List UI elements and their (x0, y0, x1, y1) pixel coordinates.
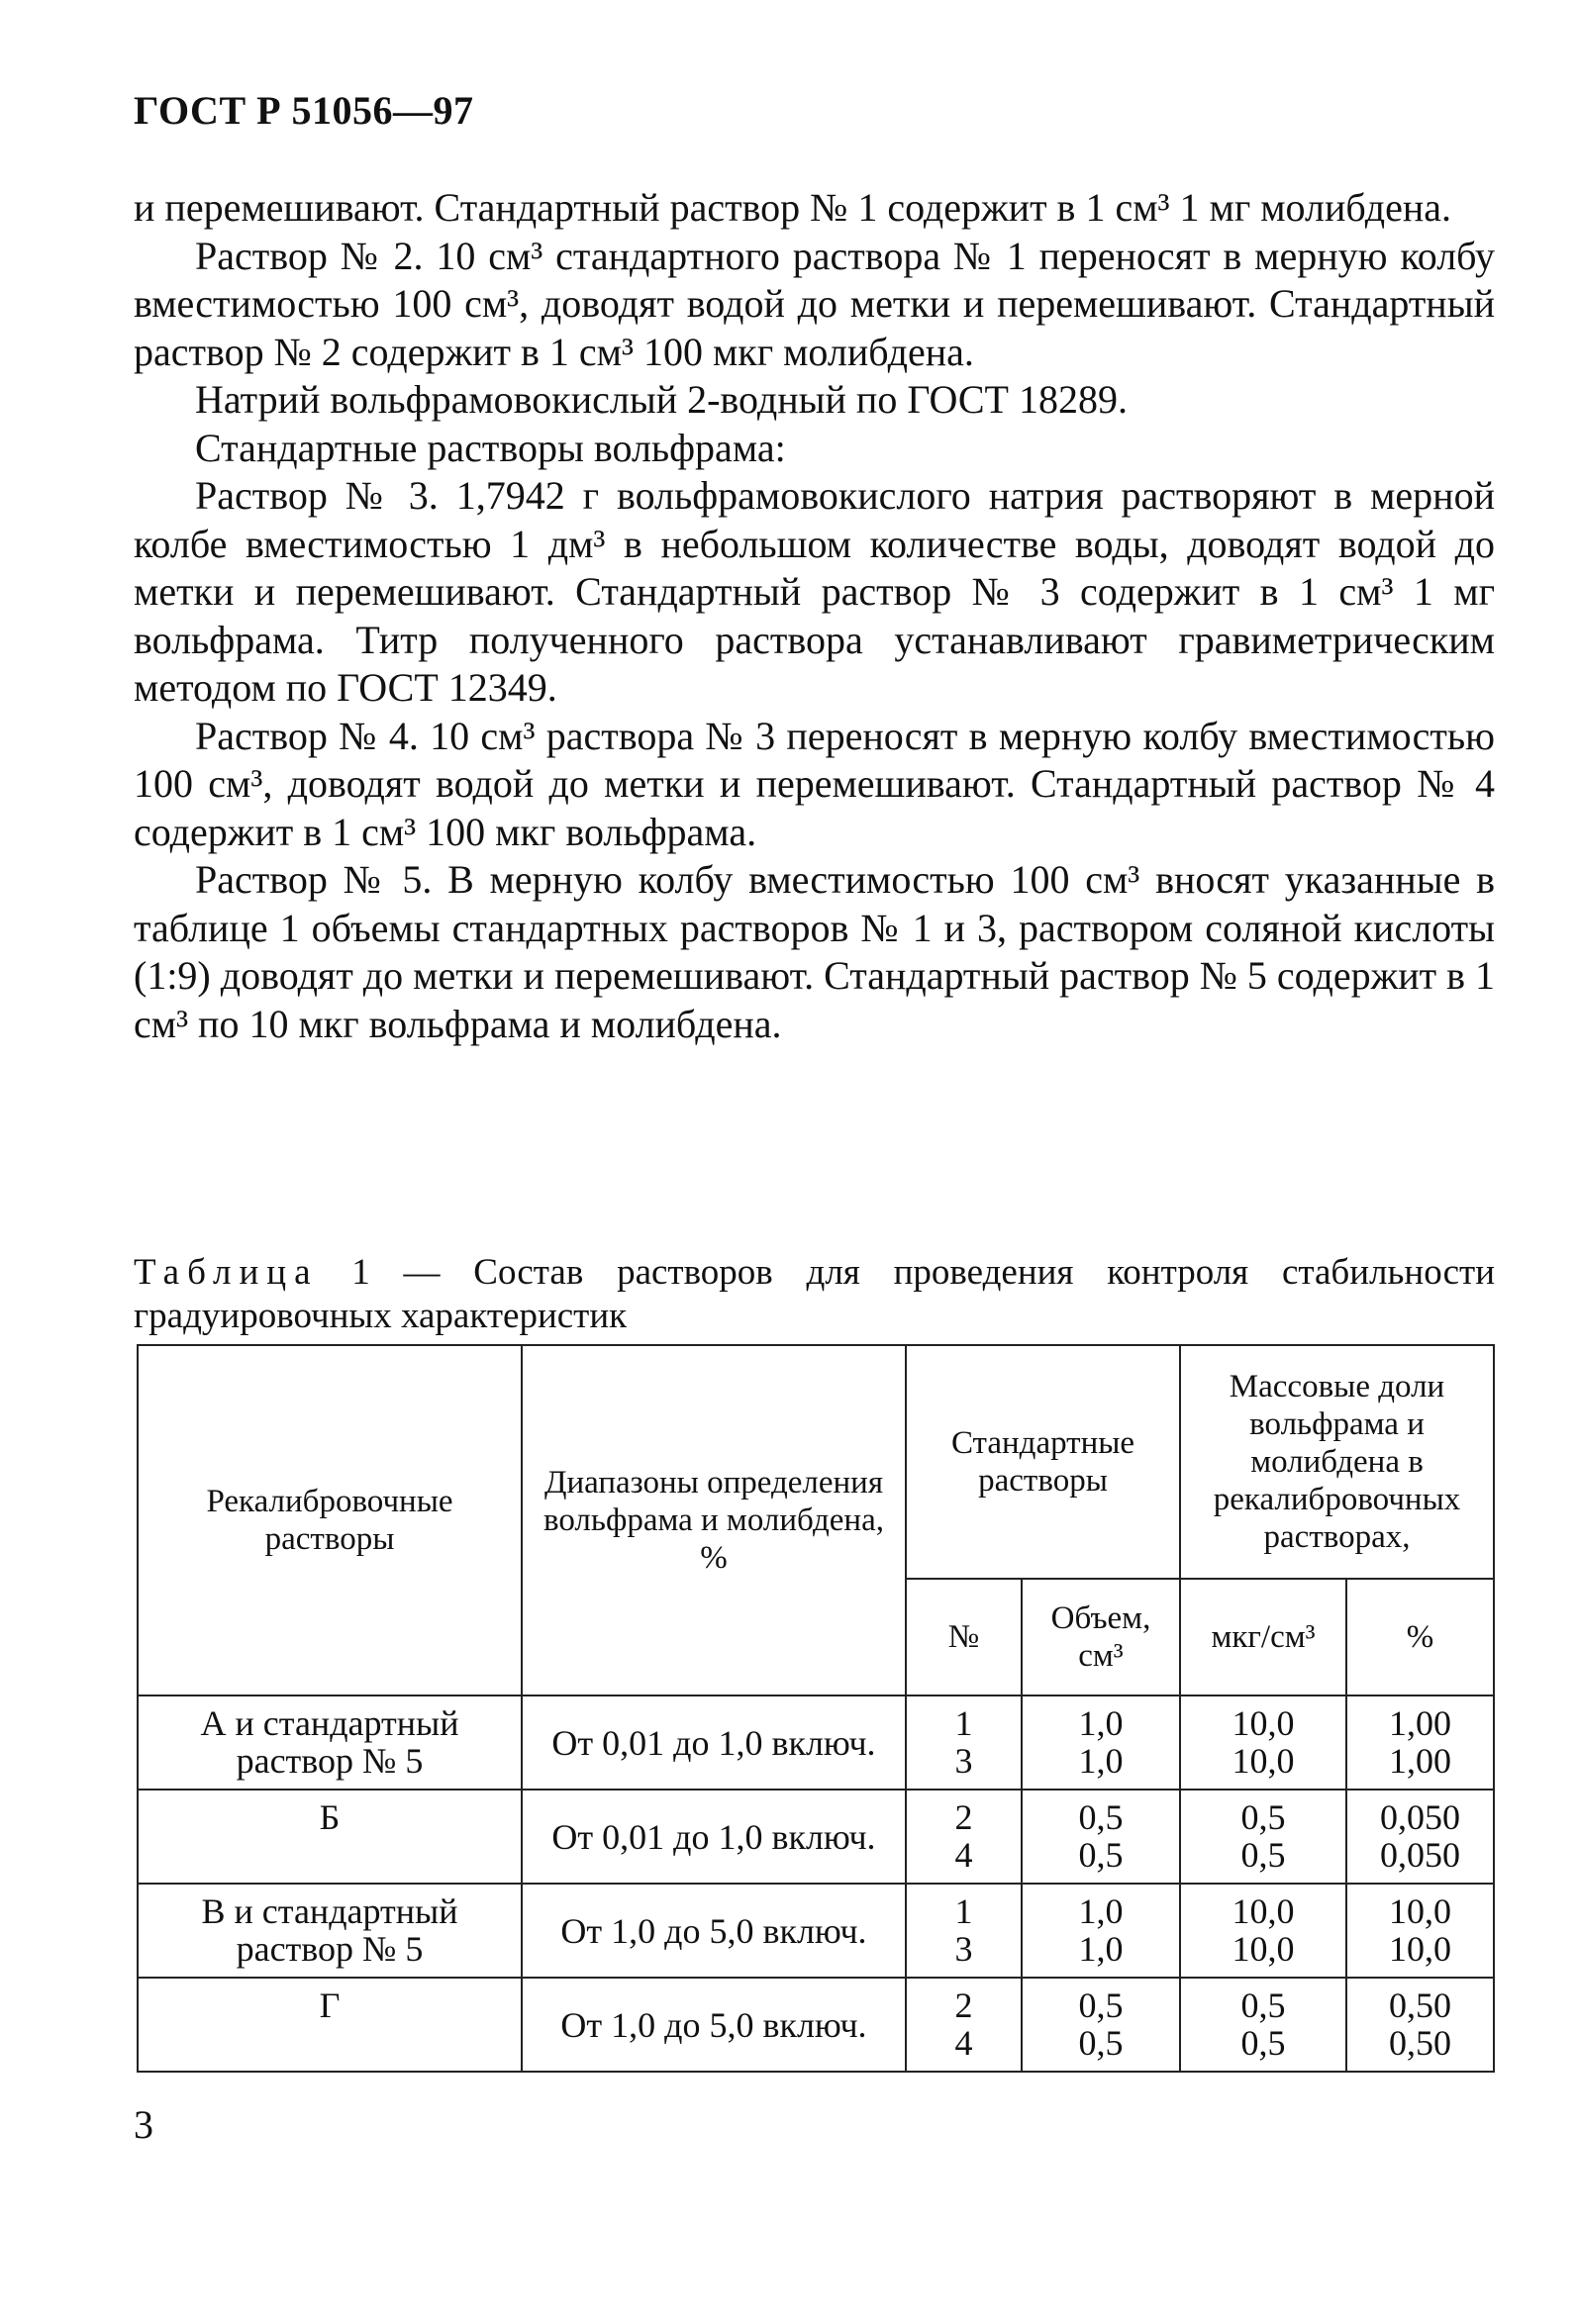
header-mkg: мкг/см³ (1180, 1579, 1346, 1695)
paragraph-7: Раствор № 5. В мерную колбу вместимостью 100 см³ вносят указанные в таблице 1 объемы стандартных растворов № 1 и 3, раствором соляной кислоты (1:9) доводят до метки и перемешивают. Стандартный раствор № 5 содержит в 1 см³ по 10 мкг вольфрама и молибдена. (134, 857, 1495, 1046)
paragraph-1: и перемешивают. Стандартный раствор № 1 содержит в 1 см³ 1 мг молибдена. (134, 185, 1451, 230)
row-range: От 0,01 до 1,0 включ. (522, 1695, 906, 1790)
composition-table (137, 1344, 1495, 2073)
table-caption-text: 1 — Состав растворов для проведения контроля стабильности градуировочных характеристик (134, 1252, 1496, 1336)
paragraph-4: Стандартные растворы вольфрама: (195, 425, 786, 470)
row-range: От 1,0 до 5,0 включ. (522, 1978, 906, 2072)
row-mkg: 10,0 10,0 (1180, 1695, 1346, 1790)
paragraph-2: Раствор № 2. 10 см³ стандартного раствора № 1 переносят в мерную колбу вместимостью 100 см³, доводят водой до метки и перемешивают. Стандартный раствор № 2 содержит в 1 см³ 100 мкг молибдена. (134, 233, 1495, 374)
row-pct: 1,00 1,00 (1346, 1695, 1494, 1790)
row-name: В и стандартный раствор № 5 (138, 1884, 522, 1978)
row-no: 1 3 (906, 1884, 1022, 1978)
row-range: От 1,0 до 5,0 включ. (522, 1884, 906, 1978)
document-header: ГОСТ Р 51056—97 (134, 88, 474, 133)
row-no: 1 3 (906, 1695, 1022, 1790)
paragraph-5: Раствор № 3. 1,7942 г вольфрамовокислого натрия растворяют в мерной колбе вместимостью 1 дм³ в небольшом количестве воды, доводят водой до метки и перемешивают. Стандартный раствор № 3 содержит в 1 см³ 1 мг вольфрама. Титр полученного раствора устанавливают гравиметрическим методом по ГОСТ 12349. (134, 473, 1495, 710)
row-name: Г (138, 1978, 522, 2072)
row-name: А и стандартный раствор № 5 (138, 1695, 522, 1790)
row-no: 2 4 (906, 1790, 1022, 1884)
table-caption (134, 1251, 1495, 1338)
page-number: 3 (134, 2102, 153, 2147)
table-row (138, 1884, 1494, 1978)
row-volume: 0,5 0,5 (1022, 1790, 1180, 1884)
header-range: Диапазоны определения вольфрама и молибдена, % (522, 1345, 906, 1695)
row-name: Б (138, 1790, 522, 1884)
body-text (134, 184, 1495, 1048)
row-pct: 0,50 0,50 (1346, 1978, 1494, 2072)
header-standard-solutions: Стандартные растворы (906, 1345, 1180, 1579)
header-number: № (906, 1579, 1022, 1695)
table-row (138, 1978, 1494, 2072)
header-recalibration: Рекалибровочные растворы (138, 1345, 522, 1695)
header-volume: Объем, см³ (1022, 1579, 1180, 1695)
paragraph-6: Раствор № 4. 10 см³ раствора № 3 переносят в мерную колбу вместимостью 100 см³, доводят водой до метки и перемешивают. Стандартный раствор № 4 содержит в 1 см³ 100 мкг вольфрама. (134, 713, 1495, 854)
row-mkg: 10,0 10,0 (1180, 1884, 1346, 1978)
row-volume: 1,0 1,0 (1022, 1695, 1180, 1790)
table-caption-label: Таблица (134, 1252, 319, 1293)
header-mass-fractions: Массовые доли вольфрама и молибдена в рекалибровочных растворах, (1180, 1345, 1494, 1579)
row-range: От 0,01 до 1,0 включ. (522, 1790, 906, 1884)
paragraph-3: Натрий вольфрамовокислый 2-водный по ГОСТ 18289. (195, 377, 1128, 422)
row-volume: 1,0 1,0 (1022, 1884, 1180, 1978)
row-pct: 10,0 10,0 (1346, 1884, 1494, 1978)
table-row (138, 1790, 1494, 1884)
header-percent: % (1346, 1579, 1494, 1695)
row-pct: 0,050 0,050 (1346, 1790, 1494, 1884)
row-mkg: 0,5 0,5 (1180, 1790, 1346, 1884)
row-no: 2 4 (906, 1978, 1022, 2072)
table-row (138, 1695, 1494, 1790)
row-mkg: 0,5 0,5 (1180, 1978, 1346, 2072)
row-volume: 0,5 0,5 (1022, 1978, 1180, 2072)
